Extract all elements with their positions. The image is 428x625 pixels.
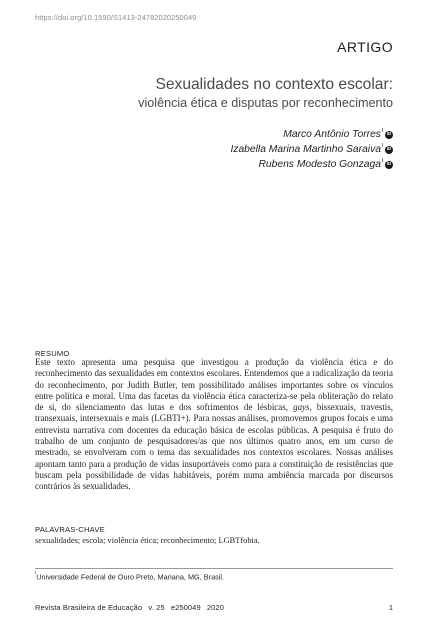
affiliation-marker: I — [381, 128, 383, 134]
affiliation-marker: I — [381, 158, 383, 164]
author-entry — [230, 127, 393, 142]
footnote-marker: I — [35, 570, 37, 575]
abstract-text-part: Este texto apresenta uma pesquisa que investigou a produção da violência ética e do reconhecimento das sexualidades em contextos escolares. Entendemos que a radicalização da teoria do reconhecimento, por Judith Butler, tem possibilitado análises importantes sobre os vínculos entre política e moral. Uma das facetas da violência ética caracteriza-se pela obliteração do relato de si, do silenciamento das lutas e dos sofrimentos de lésbicas, — [35, 357, 393, 413]
footnote — [35, 572, 224, 581]
footnote-text: Universidade Federal de Ouro Preto, Mariana, MG, Brasil. — [36, 572, 225, 582]
title-block — [138, 76, 393, 111]
article-title: Sexualidades no contexto escolar: — [155, 76, 393, 93]
orcid-icon[interactable]: iD — [385, 131, 393, 139]
publication-year: 2020 — [206, 603, 224, 612]
journal-footer — [35, 603, 228, 612]
keywords-heading: PALAVRAS-CHAVE — [35, 525, 105, 534]
author-list — [230, 127, 393, 172]
article-subtitle: violência ética e disputas por reconhecimento — [138, 96, 393, 110]
doi-link[interactable]: https://doi.org/10.1590/S1413-24782020250049 — [35, 13, 197, 22]
abstract-italic-term: gays — [293, 402, 310, 413]
section-label: ARTIGO — [337, 39, 393, 55]
author-entry — [230, 142, 393, 157]
author-entry — [230, 157, 393, 172]
author-name: Izabella Marina Martinho Saraiva — [230, 144, 381, 155]
author-name: Rubens Modesto Gonzaga — [258, 159, 381, 170]
keywords-text: sexualidades; escola; violência ética; reconhecimento; LGBTfobia. — [35, 536, 260, 545]
abstract-text — [35, 357, 393, 493]
article-id: e250049 — [170, 603, 201, 612]
journal-name: Revista Brasileira de Educação — [35, 603, 143, 612]
orcid-icon[interactable]: iD — [385, 161, 393, 169]
page-number: 1 — [388, 603, 393, 612]
footnote-divider — [35, 568, 393, 569]
journal-volume: v. 25 — [148, 603, 165, 612]
affiliation-marker: I — [381, 143, 383, 149]
author-name: Marco Antônio Torres — [283, 129, 381, 140]
abstract-text-part: , bissexuais, travestis, transexuais, intersexuais e mais (LGBTI+). Para nossas análises, promovemos grupos focais e uma entrevista narrativa com docentes da educação básica de escolas públicas. A pesquisa é fruto do trabalho de um conjunto de pesquisadores/as que nos últimos quatro anos, em um curso de mestrado, se envolveram com o tema das sexualidades nos contextos escolares. Nossas análises apontam tanto para a produção de vidas insuportáveis como para a constituição de resistências que buscam pela possibilidade de vidas habitáveis, porém numa ambiência marcada por discursos contrários às sexualidades. — [35, 402, 393, 492]
abstract-heading: RESUMO — [35, 349, 70, 358]
orcid-icon[interactable]: iD — [385, 146, 393, 154]
